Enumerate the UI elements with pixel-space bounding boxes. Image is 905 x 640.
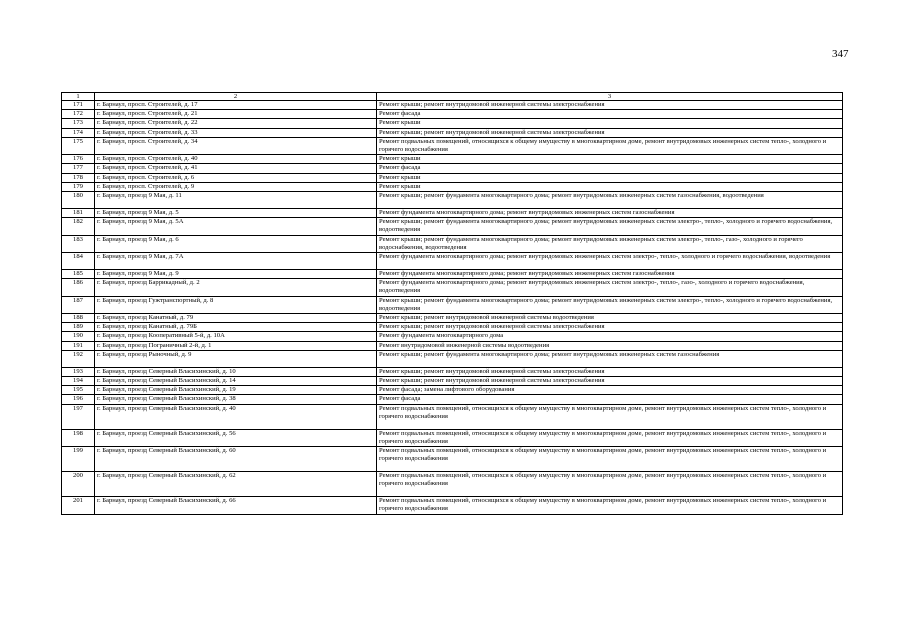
row-address: г. Барнаул, проезд 9 Мая, д. 9 — [95, 270, 377, 279]
row-number: 189 — [62, 323, 95, 332]
table-row — [62, 332, 843, 341]
row-address: г. Барнаул, проезд 9 Мая, д. 5А — [95, 218, 377, 235]
table-row — [62, 155, 843, 164]
table-row — [62, 404, 843, 429]
row-number: 186 — [62, 279, 95, 296]
row-works: Ремонт фундамента многоквартирного дома; ремонт внутридомовых инженерных систем электро-, тепло-, холодного и горячего водоснабжения, водоотведения — [377, 253, 843, 270]
table-row — [62, 128, 843, 137]
row-address: г. Барнаул, просп. Строителей, д. 6 — [95, 173, 377, 182]
row-works: Ремонт фасада; замена лифтового оборудования — [377, 386, 843, 395]
row-works: Ремонт крыши; ремонт фундамента многоквартирного дома; ремонт внутридомовых инженерных систем электро-, тепло-, холодного и горячего водоснабжения, водоотведения — [377, 296, 843, 313]
row-address: г. Барнаул, просп. Строителей, д. 33 — [95, 128, 377, 137]
row-number: 172 — [62, 110, 95, 119]
row-works: Ремонт фундамента многоквартирного дома — [377, 332, 843, 341]
row-number: 182 — [62, 218, 95, 235]
row-address: г. Барнаул, проезд Рыночный, д. 9 — [95, 350, 377, 367]
row-number: 194 — [62, 377, 95, 386]
table-row — [62, 137, 843, 154]
row-works: Ремонт крыши; ремонт внутридомовой инженерной системы электроснабжения — [377, 323, 843, 332]
row-number: 196 — [62, 395, 95, 404]
column-header-number: 1 — [62, 93, 95, 101]
row-number: 176 — [62, 155, 95, 164]
row-number: 184 — [62, 253, 95, 270]
row-works: Ремонт подвальных помещений, относящихся к общему имуществу в многоквартирном доме, ремонт внутридомовых инженерных систем тепло-, холодного и горячего водоснабжения — [377, 497, 843, 514]
row-number: 187 — [62, 296, 95, 313]
table-row — [62, 164, 843, 173]
table-row — [62, 253, 843, 270]
row-number: 173 — [62, 119, 95, 128]
row-works: Ремонт крыши; ремонт внутридомовой инженерной системы электроснабжения — [377, 101, 843, 110]
row-number: 193 — [62, 367, 95, 376]
row-number: 200 — [62, 472, 95, 497]
repair-works-table — [61, 92, 843, 515]
row-works: Ремонт крыши; ремонт внутридомовой инженерной системы электроснабжения — [377, 128, 843, 137]
row-works: Ремонт фундамента многоквартирного дома; ремонт внутридомовых инженерных систем газоснабжения — [377, 209, 843, 218]
row-number: 181 — [62, 209, 95, 218]
table-header-row — [62, 93, 843, 101]
row-works: Ремонт крыши; ремонт фундамента многоквартирного дома; ремонт внутридомовых инженерных систем электро-, тепло-, газо-, холодного и горячего водоснабжения, водоотведения — [377, 235, 843, 252]
row-works: Ремонт фасада — [377, 395, 843, 404]
row-works: Ремонт подвальных помещений, относящихся к общему имуществу в многоквартирном доме, ремонт внутридомовых инженерных систем тепло-, холодного и горячего водоснабжения — [377, 472, 843, 497]
row-number: 195 — [62, 386, 95, 395]
row-works: Ремонт крыши — [377, 155, 843, 164]
row-number: 177 — [62, 164, 95, 173]
row-address: г. Барнаул, просп. Строителей, д. 40 — [95, 155, 377, 164]
row-address: г. Барнаул, просп. Строителей, д. 21 — [95, 110, 377, 119]
table-row — [62, 119, 843, 128]
table-row — [62, 323, 843, 332]
table-row — [62, 218, 843, 235]
row-works: Ремонт подвальных помещений, относящихся к общему имуществу в многоквартирном доме, ремонт внутридомовых инженерных систем тепло-, холодного и горячего водоснабжения — [377, 429, 843, 446]
row-works: Ремонт крыши; ремонт внутридомовой инженерной системы электроснабжения — [377, 367, 843, 376]
row-number: 188 — [62, 314, 95, 323]
row-address: г. Барнаул, просп. Строителей, д. 34 — [95, 137, 377, 154]
row-address: г. Барнаул, просп. Строителей, д. 22 — [95, 119, 377, 128]
row-address: г. Барнаул, проезд Северный Власихинский, д. 60 — [95, 447, 377, 472]
row-address: г. Барнаул, просп. Строителей, д. 17 — [95, 101, 377, 110]
row-number: 185 — [62, 270, 95, 279]
row-works: Ремонт внутридомовой инженерной системы водоотведения — [377, 341, 843, 350]
row-number: 180 — [62, 192, 95, 209]
row-address: г. Барнаул, проезд 9 Мая, д. 5 — [95, 209, 377, 218]
row-works: Ремонт крыши; ремонт фундамента многоквартирного дома; ремонт внутридомовых инженерных систем электро-, тепло-, холодного и горячего водоснабжения, водоотведения — [377, 218, 843, 235]
row-works: Ремонт крыши — [377, 182, 843, 191]
row-number: 199 — [62, 447, 95, 472]
row-address: г. Барнаул, проезд Северный Власихинский, д. 56 — [95, 429, 377, 446]
row-works: Ремонт подвальных помещений, относящихся к общему имуществу в многоквартирном доме, ремонт внутридомовых инженерных систем тепло-, холодного и горячего водоснабжения — [377, 447, 843, 472]
row-number: 198 — [62, 429, 95, 446]
row-works: Ремонт крыши; ремонт фундамента многоквартирного дома; ремонт внутридомовых инженерных систем газоснабжения — [377, 350, 843, 367]
row-address: г. Барнаул, проезд Северный Власихинский, д. 10 — [95, 367, 377, 376]
row-address: г. Барнаул, проезд Канатный, д. 79Б — [95, 323, 377, 332]
row-address: г. Барнаул, проезд Северный Власихинский, д. 14 — [95, 377, 377, 386]
table-row — [62, 192, 843, 209]
table-body — [62, 101, 843, 515]
table-row — [62, 497, 843, 514]
table-row — [62, 386, 843, 395]
table-row — [62, 429, 843, 446]
row-address: г. Барнаул, проезд Северный Власихинский, д. 40 — [95, 404, 377, 429]
table-row — [62, 235, 843, 252]
row-works: Ремонт крыши; ремонт внутридомовой инженерной системы водоотведения — [377, 314, 843, 323]
row-address: г. Барнаул, проезд Канатный, д. 79 — [95, 314, 377, 323]
table-row — [62, 209, 843, 218]
table-row — [62, 472, 843, 497]
table-row — [62, 447, 843, 472]
row-number: 174 — [62, 128, 95, 137]
row-works: Ремонт крыши — [377, 119, 843, 128]
row-number: 178 — [62, 173, 95, 182]
column-header-address: 2 — [95, 93, 377, 101]
table-row — [62, 110, 843, 119]
table-row — [62, 367, 843, 376]
row-number: 175 — [62, 137, 95, 154]
row-number: 201 — [62, 497, 95, 514]
table-row — [62, 341, 843, 350]
table-row — [62, 270, 843, 279]
row-address: г. Барнаул, проезд Пограничный 2-й, д. 1 — [95, 341, 377, 350]
table-row — [62, 314, 843, 323]
row-works: Ремонт фасада — [377, 110, 843, 119]
row-number: 190 — [62, 332, 95, 341]
table-row — [62, 377, 843, 386]
row-number: 191 — [62, 341, 95, 350]
table-row — [62, 279, 843, 296]
row-address: г. Барнаул, проезд Северный Власихинский, д. 66 — [95, 497, 377, 514]
row-address: г. Барнаул, проезд 9 Мая, д. 6 — [95, 235, 377, 252]
row-number: 197 — [62, 404, 95, 429]
row-works: Ремонт крыши; ремонт внутридомовой инженерной системы электроснабжения — [377, 377, 843, 386]
row-address: г. Барнаул, проезд Северный Власихинский, д. 62 — [95, 472, 377, 497]
row-address: г. Барнаул, проезд 9 Мая, д. 7А — [95, 253, 377, 270]
table-row — [62, 101, 843, 110]
row-address: г. Барнаул, просп. Строителей, д. 9 — [95, 182, 377, 191]
row-works: Ремонт подвальных помещений, относящихся к общему имуществу в многоквартирном доме, ремонт внутридомовых инженерных систем тепло-, холодного и горячего водоснабжения — [377, 404, 843, 429]
table-row — [62, 350, 843, 367]
row-works: Ремонт подвальных помещений, относящихся к общему имуществу в многоквартирном доме, ремонт внутридомовых инженерных систем тепло-, холодного и горячего водоснабжения — [377, 137, 843, 154]
row-works: Ремонт фундамента многоквартирного дома; ремонт внутридомовых инженерных систем газоснабжения — [377, 270, 843, 279]
row-number: 171 — [62, 101, 95, 110]
row-number: 192 — [62, 350, 95, 367]
row-address: г. Барнаул, проезд Гужтранспортный, д. 8 — [95, 296, 377, 313]
row-number: 179 — [62, 182, 95, 191]
row-address: г. Барнаул, проезд Северный Власихинский, д. 19 — [95, 386, 377, 395]
row-works: Ремонт фундамента многоквартирного дома; ремонт внутридомовых инженерных систем электро-, тепло-, газо-, холодного и горячего водоснабжения, водоотведения — [377, 279, 843, 296]
column-header-works: 3 — [377, 93, 843, 101]
table-row — [62, 395, 843, 404]
row-works: Ремонт крыши; ремонт фундамента многоквартирного дома; ремонт внутридомовых инженерных систем газоснабжения, водоотведения — [377, 192, 843, 209]
row-works: Ремонт крыши — [377, 173, 843, 182]
table-row — [62, 182, 843, 191]
row-address: г. Барнаул, проезд Баррикадный, д. 2 — [95, 279, 377, 296]
table-row — [62, 173, 843, 182]
page-number: 347 — [832, 48, 849, 60]
row-works: Ремонт фасада — [377, 164, 843, 173]
table-row — [62, 296, 843, 313]
row-address: г. Барнаул, просп. Строителей, д. 41 — [95, 164, 377, 173]
row-address: г. Барнаул, проезд 9 Мая, д. 11 — [95, 192, 377, 209]
row-address: г. Барнаул, проезд Северный Власихинский, д. 38 — [95, 395, 377, 404]
row-address: г. Барнаул, проезд Кооперативный 5-й, д. 10А — [95, 332, 377, 341]
row-number: 183 — [62, 235, 95, 252]
